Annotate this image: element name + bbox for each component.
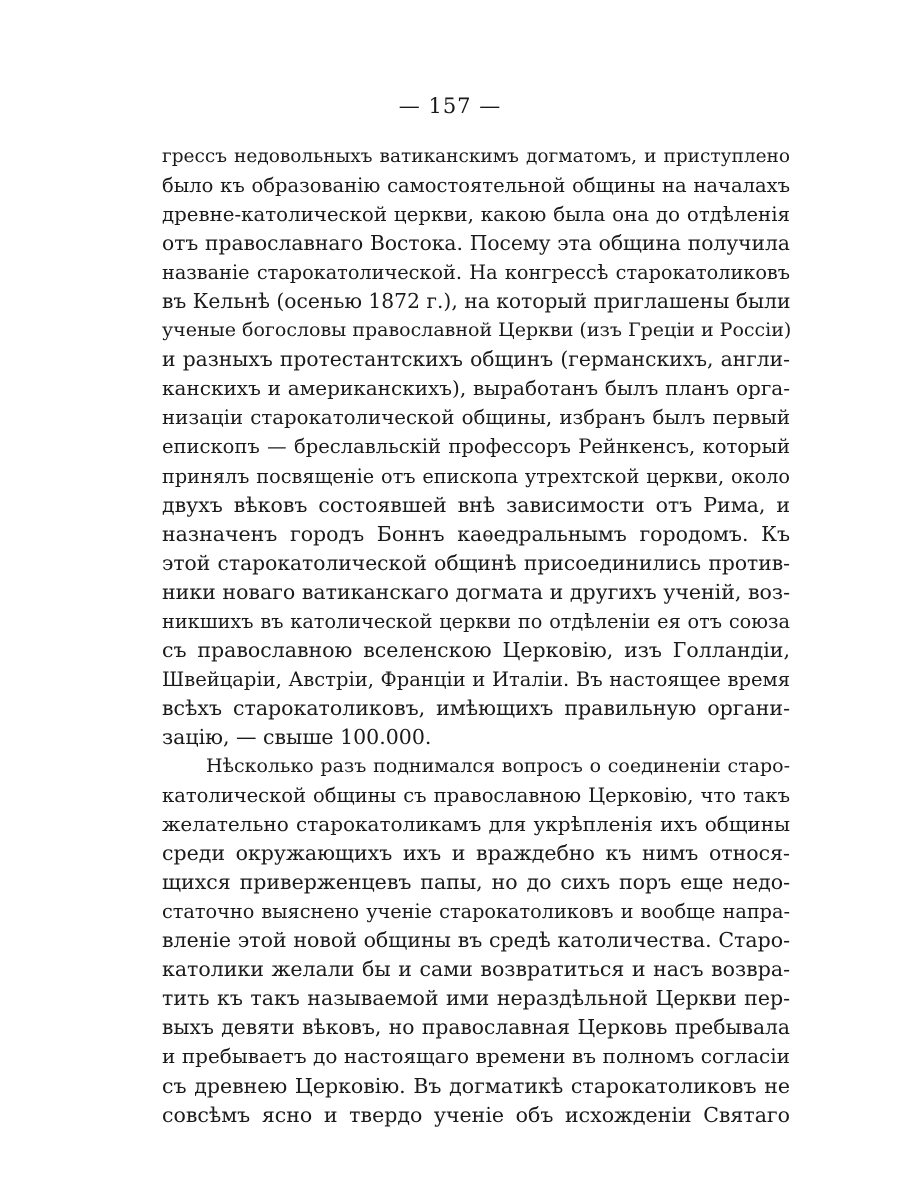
- text-line: тить къ такъ называемой ими нераздѣльной Церкви пер-: [162, 986, 790, 1011]
- text-line: никшихъ въ католической церкви по отдѣленіи ея отъ союза: [162, 609, 790, 633]
- text-line: и разныхъ протестантскихъ общинъ (германскихъ, англи-: [162, 347, 790, 372]
- text-line: католики желали бы и сами возвратиться и насъ возвра-: [162, 957, 790, 982]
- text-line: ники новаго ватиканскаго догмата и другихъ ученій, воз-: [162, 579, 790, 604]
- text-line: вленіе этой новой общины въ средѣ католичества. Старо-: [162, 928, 790, 953]
- text-line: Швейцаріи, Австріи, Франціи и Италіи. Въ настоящее время: [162, 667, 790, 691]
- text-line: зацію, — свыше 100.000.: [162, 724, 432, 749]
- text-line: низаціи старокатолической общины, избранъ былъ первый: [162, 406, 790, 430]
- page-number: — 157 —: [398, 94, 502, 118]
- text-line: и пребываетъ до настоящаго времени въ полномъ согласіи: [162, 1044, 790, 1069]
- text-line: всѣхъ старокатоликовъ, имѣющихъ правильную органи-: [162, 695, 790, 720]
- text-line: этой старокатолической общинѣ присоединились против-: [162, 550, 790, 575]
- text-line: выхъ девяти вѣковъ, но православная Церковь пребывала: [162, 1015, 790, 1040]
- text-line: канскихъ и американскихъ), выработанъ былъ планъ орга-: [162, 376, 790, 401]
- text-line: желательно старокатоликамъ для укрѣпленія ихъ общины: [162, 812, 790, 837]
- text-line: принялъ посвященіе отъ епископа утрехтской церкви, около: [162, 464, 790, 488]
- text-line: названіе старокатолической. На конгрессѣ старокатоликовъ: [162, 261, 790, 285]
- text-line: статочно выяснено ученіе старокатоликовъ и вообще напра-: [162, 900, 790, 924]
- text-line: ученые богословы православной Церкви (изъ Греціи и Россіи): [162, 319, 792, 342]
- text-line: отъ православнаго Востока. Посему эта община получила: [162, 231, 790, 256]
- text-line: католической общины съ православною Церковію, что такъ: [162, 784, 790, 808]
- paragraph-1: [162, 142, 790, 752]
- text-line: назначенъ городъ Боннъ каѳедральнымъ городомъ. Къ: [162, 521, 790, 546]
- text-line: съ древнею Церковію. Въ догматикѣ старокатоликовъ не: [162, 1073, 790, 1098]
- text-line: съ православною вселенскою Церковію, изъ Голландіи,: [162, 637, 790, 662]
- body-text: [162, 142, 790, 1130]
- text-line: древне-католической церкви, какою была она до отдѣленія: [162, 203, 790, 227]
- text-line: было къ образованію самостоятельной общины на началахъ: [162, 174, 790, 198]
- text-line: епископъ — бреславльскій профессоръ Рейнкенсъ, который: [162, 435, 790, 459]
- text-line: двухъ вѣковъ состоявшей внѣ зависимости отъ Рима, и: [162, 492, 790, 517]
- paragraph-2: [162, 752, 790, 1130]
- text-line: Нѣсколько разъ поднимался вопросъ о соединеніи старо-: [206, 754, 790, 777]
- text-line: въ Кельнѣ (осенью 1872 г.), на который приглашены были: [162, 289, 791, 314]
- text-line: щихся приверженцевъ папы, но до сихъ поръ еще недо-: [162, 870, 790, 895]
- text-line: совсѣмъ ясно и твердо ученіе объ исхожденіи Святаго: [162, 1102, 790, 1127]
- text-line: среди окружающихъ ихъ и враждебно къ нимъ относя-: [162, 841, 790, 866]
- text-line: грессъ недовольныхъ ватиканскимъ догматомъ, и приступлено: [162, 146, 790, 167]
